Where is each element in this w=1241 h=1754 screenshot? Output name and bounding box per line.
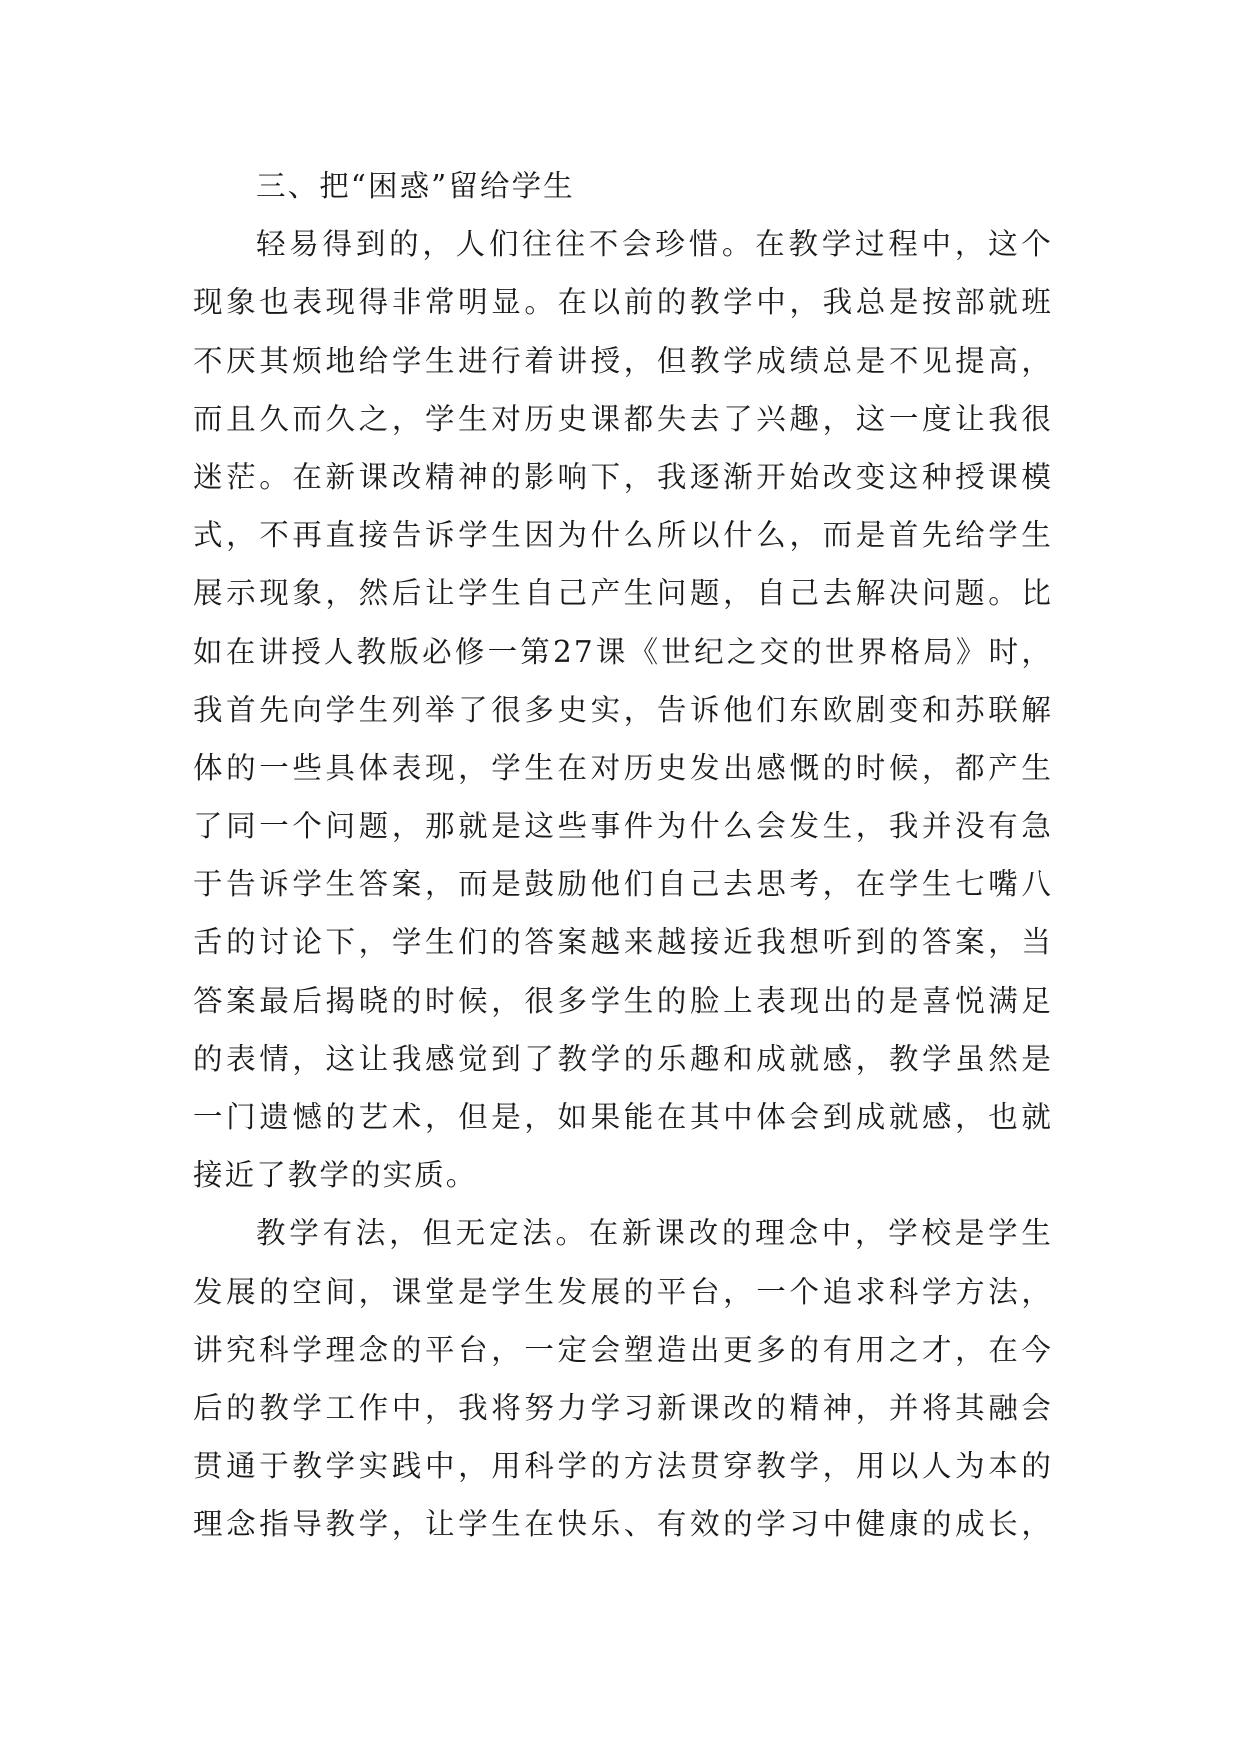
paragraph-line: 如在讲授人教版必修一第27课《世纪之交的世界格局》时， <box>193 634 1053 669</box>
paragraph-line: 教学有法，但无定法。在新课改的理念中，学校是学生 <box>256 1216 1053 1251</box>
paragraph-line: 体的一些具体表现，学生在对历史发出感慨的时候，都产生 <box>193 750 1053 785</box>
paragraph-line: 理念指导教学，让学生在快乐、有效的学习中健康的成长， <box>193 1507 1053 1542</box>
paragraph-line: 现象也表现得非常明显。在以前的教学中，我总是按部就班 <box>193 285 1053 320</box>
paragraph-line: 展示现象，然后让学生自己产生问题，自己去解决问题。比 <box>193 576 1053 611</box>
section-heading: 三、把“困惑”留给学生 <box>256 169 575 203</box>
paragraph-line: 的表情，这让我感觉到了教学的乐趣和成就感，教学虽然是 <box>193 1041 1053 1076</box>
paragraph-line: 我首先向学生列举了很多史实，告诉他们东欧剧变和苏联解 <box>193 692 1053 727</box>
paragraph-line: 贯通于教学实践中，用科学的方法贯穿教学，用以人为本的 <box>193 1449 1053 1484</box>
document-body <box>193 157 1053 1554</box>
paragraph-line: 而且久而久之，学生对历史课都失去了兴趣，这一度让我很 <box>193 401 1053 436</box>
paragraph-line: 一门遗憾的艺术，但是，如果能在其中体会到成就感，也就 <box>193 1100 1053 1134</box>
paragraph-line: 后的教学工作中，我将努力学习新课改的精神，并将其融会 <box>193 1390 1053 1425</box>
paragraph-line: 接近了教学的实质。 <box>193 1158 478 1193</box>
paragraph-line: 发展的空间，课堂是学生发展的平台，一个追求科学方法， <box>193 1274 1053 1309</box>
paragraph-line: 轻易得到的，人们往往不会珍惜。在教学过程中，这个 <box>256 227 1053 262</box>
paragraph-line: 迷茫。在新课改精神的影响下，我逐渐开始改变这种授课模 <box>193 459 1053 494</box>
paragraph-line: 舌的讨论下，学生们的答案越来越接近我想听到的答案，当 <box>193 925 1053 960</box>
paragraph-line: 了同一个问题，那就是这些事件为什么会发生，我并没有急 <box>193 809 1053 844</box>
paragraph-line: 式，不再直接告诉学生因为什么所以什么，而是首先给学生 <box>193 518 1053 553</box>
paragraph-line: 于告诉学生答案，而是鼓励他们自己去思考，在学生七嘴八 <box>193 867 1053 902</box>
paragraph-line: 讲究科学理念的平台，一定会塑造出更多的有用之才，在今 <box>193 1332 1053 1367</box>
paragraph-line: 不厌其烦地给学生进行着讲授，但教学成绩总是不见提高， <box>193 343 1053 378</box>
paragraph-line: 答案最后揭晓的时候，很多学生的脸上表现出的是喜悦满足 <box>193 983 1053 1018</box>
